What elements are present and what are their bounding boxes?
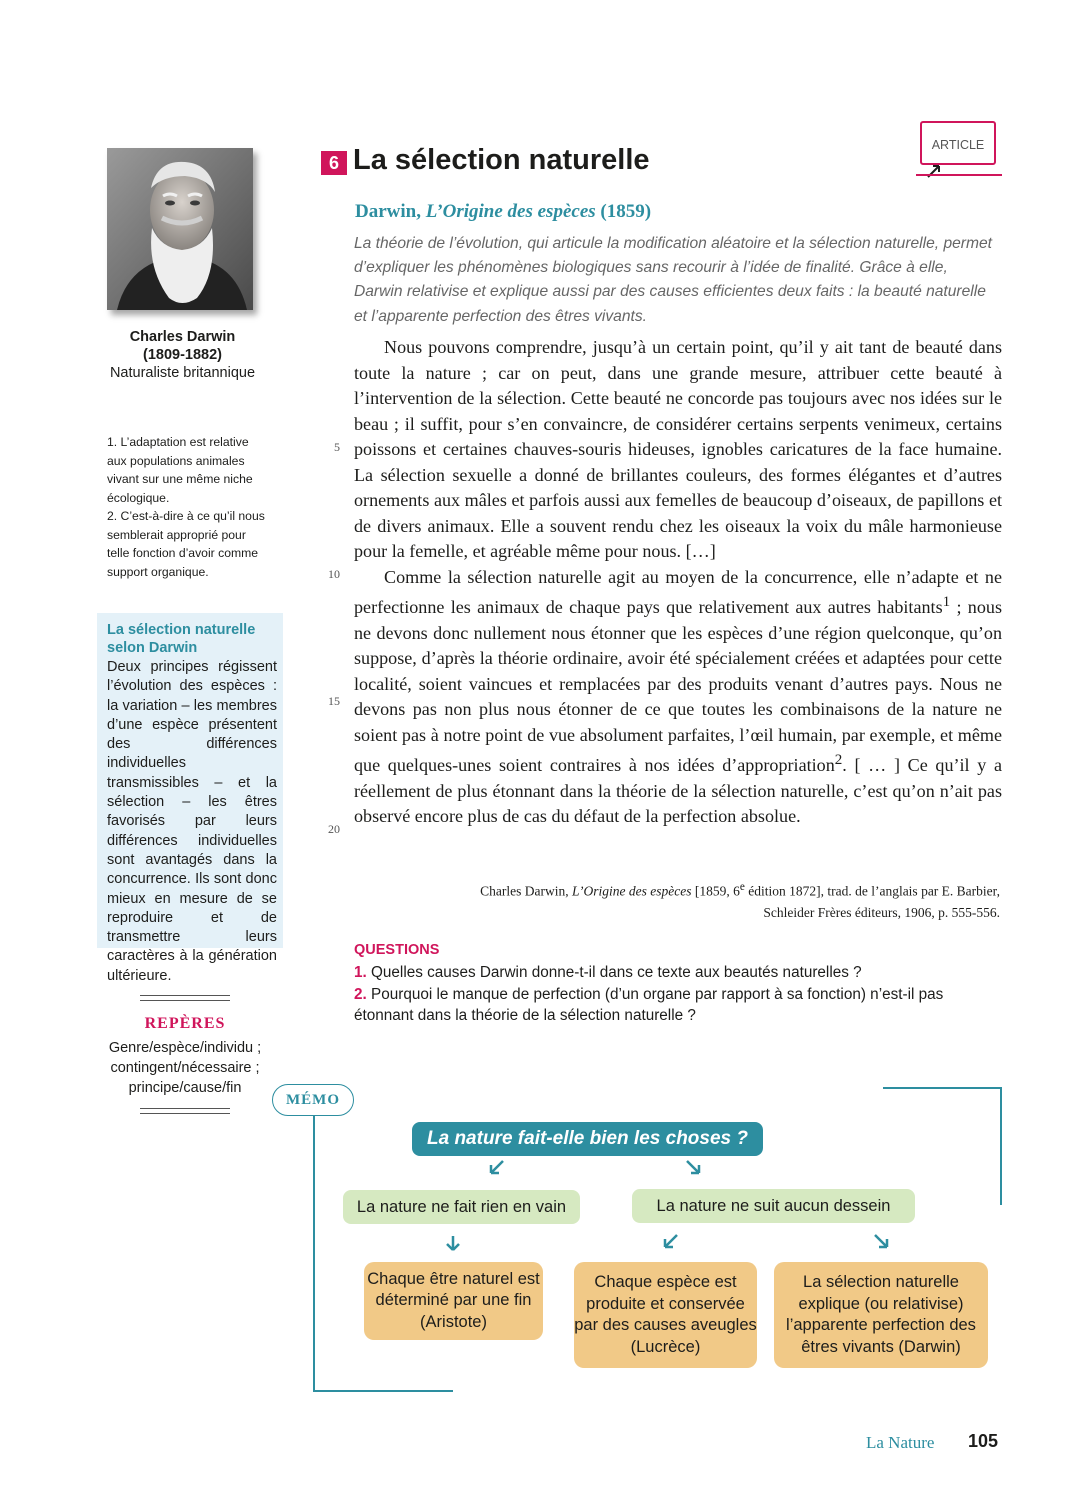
questions-title: QUESTIONS [354,942,440,958]
question-1-number: 1. [354,964,367,981]
footnote-ref-2: 2 [834,752,843,769]
author-name: Darwin, [355,201,426,222]
line-number-5: 5 [334,440,340,454]
caption-name: Charles Darwin [129,329,236,345]
paragraph-2 [354,565,1002,830]
footnote-ref-1: 1 [942,594,951,610]
darwin-portrait-image [107,148,253,310]
memo-question: La nature fait-elle bien les choses ? [412,1122,763,1156]
line-number-20: 20 [328,822,340,836]
question-2-number: 2. [354,985,367,1003]
paragraph-2-part-c: . [ … ] Ce qu’il y a réellement de plus étonnant dans la théorie de la sélection naturelle, c’est qu’on n’ait pas observé encore plus de cas du défaut de la perfection absolue. [354,755,1002,827]
memo-box-lucrece-text: Chaque espèce est produite et conservée par des causes aveugles (Lucrèce) [574,1273,757,1356]
memo-frame-left [313,1116,315,1390]
reperes-line-2: contingent/nécessaire ; [110,1060,260,1076]
source-citation [354,877,1000,923]
memo-frame-right [1000,1087,1002,1205]
arrow-down-icon [443,1234,463,1254]
questions-list [354,962,1000,1027]
source-edition: édition 1872], trad. de l’anglais par E. Barbier, [744,883,1000,899]
line-number-10: 10 [328,567,340,581]
question-2-text: Pourquoi le manque de perfection (d’un organe par rapport à sa fonction) n’est-il pas étonnant dans la théorie de la sélection naturelle ? [354,985,944,1024]
main-text [354,335,1002,830]
reperes-title: REPÈRES [144,1015,226,1032]
page-title: La sélection naturelle [353,144,650,176]
memo-right-branch: La nature ne suit aucun dessein [632,1189,915,1223]
memo-box-lucrece [574,1262,757,1368]
source-line-1 [354,877,1000,902]
reperes-line-3: principe/cause/fin [128,1080,242,1096]
portrait-caption [95,328,270,382]
sidebox-title: La sélection naturelle selon Darwin [107,622,256,656]
reperes-bottom-rule [140,1108,230,1114]
paragraph-2-part-a: Comme la sélection naturelle agit au moyen de la concurrence, elle n’adapte et ne perfectionne les animaux de chaque pays que relativement aux autres habitants [354,566,1002,618]
question-1 [354,962,1000,984]
author-line [355,201,651,223]
caption-dates: (1809-1882) [143,347,222,363]
arrow-down-left-icon [487,1158,507,1178]
footer-chapter: La Nature [866,1433,935,1452]
memo-left-branch: La nature ne fait rien en vain [343,1190,580,1224]
sidebox-text: Deux principes régissent l’évolution des espèces : la variation – les membres d’une espèce présentent des différences individuelles transmissibles – et la sélection – les êtres favorisés par leurs différences individuelles sont avantagés dans la concurrence. Ils sont donc mieux en mesure de se reproduire et de transmettre leurs caractères à la génération ultérieure. [107,659,277,984]
reperes-text [100,1038,270,1098]
work-title: L’Origine des espèces [425,201,596,222]
source-line-2: Schleider Frères éditeurs, 1906, p. 555-556. [763,904,1000,920]
darwin-portrait [107,148,253,310]
footnotes [107,433,267,581]
source-author: Charles Darwin, [480,883,572,899]
arrow-down-right-icon [683,1158,703,1178]
source-date: [1859, 6 [691,883,740,899]
paragraph-1: Nous pouvons comprendre, jusqu’à un certain point, qu’il y ait tant de beauté dans toute la nature ; car on peut, dans une grande mesure, attribuer cette beauté à l’intervention de la sélection. Cette beauté ne concorde pas toujours avec nos idées sur le beau ; il suffit, pour s’en convaincre, de considérer certains serpents venimeux, certains poissons et certaines chauves-souris hideuses, ignobles caricatures de la face humaine. La sélection sexuelle a donné de brillantes couleurs, des formes élégantes et d’autres ornements aux mâles et parfois aussi aux femelles de beaucoup d’oiseaux, de papillons et de divers animaux. Elle a souvent rendu chez les oiseaux la voix du mâle harmonieuse pour la femelle, et agréable même pour nous. […] [354,337,1002,561]
caption-role: Naturaliste britannique [109,365,256,381]
reperes-line-1: Genre/espèce/individu ; [108,1040,262,1056]
footnote-2: 2. C’est-à-dire à ce qu’il nous semblerait approprié pour telle fonction d’avoir comme support organique. [107,509,265,579]
arrow-down-left-icon [661,1232,681,1252]
reperes-top-rule [140,995,230,1001]
work-year: (1859) [595,201,652,222]
page-number: 105 [968,1431,999,1451]
article-badge: ARTICLE [920,121,996,165]
cursor-arrow-icon [924,160,944,180]
question-2 [354,984,1000,1027]
question-1-text: Quelles causes Darwin donne-t-il dans ce texte aux beautés naturelles ? [366,964,862,981]
section-number: 6 [321,151,347,175]
memo-box-darwin [774,1262,988,1368]
memo-frame-top [883,1087,1001,1089]
memo-box-aristote-text: Chaque être naturel est déterminé par une fin (Aristote) [367,1269,540,1331]
footnote-1: 1. L’adaptation est relative aux populations animales vivant sur une même niche écologique. [107,435,253,505]
line-number-15: 15 [328,694,340,708]
memo-box-darwin-text: La sélection naturelle explique (ou relativise) l’apparente perfection des êtres vivants (Darwin) [786,1273,976,1356]
source-work: L’Origine des espèces [572,883,692,899]
memo-frame-bottom [313,1390,453,1392]
memo-box-aristote [364,1262,543,1340]
paragraph-2-part-b: ; nous ne devons donc nullement nous étonner que les espèces d’une région quelconque, qu’on suppose, d’après la théorie ordinaire, avoir été spécialement créées et adaptées pour cette localité, soient vaincues et remplacées par des produits venant d’autres pays. Nous ne devons pas non plus nous étonner de ce que toutes les combinaisons de la nature ne soient pas à notre point de vue absolument parfaites, l’œil humain, par exemple, et même que quelques-unes soient contraires à nos idées d’appropriation [354,597,1002,776]
arrow-down-right-icon [871,1232,891,1252]
badge-underline [916,174,1002,176]
intro-text: La théorie de l’évolution, qui articule la modification aléatoire et la sélection naturelle, permet d’expliquer les phénomènes biologiques sans recourir à l’idée de finalité. Grâce à elle, Darwin relativise et explique aussi par des causes efficientes deux faits : la beauté naturelle et l’apparente perfection des êtres vivants. [354,235,992,325]
source-sup: e [739,881,745,893]
memo-label: MÉMO [272,1084,354,1116]
